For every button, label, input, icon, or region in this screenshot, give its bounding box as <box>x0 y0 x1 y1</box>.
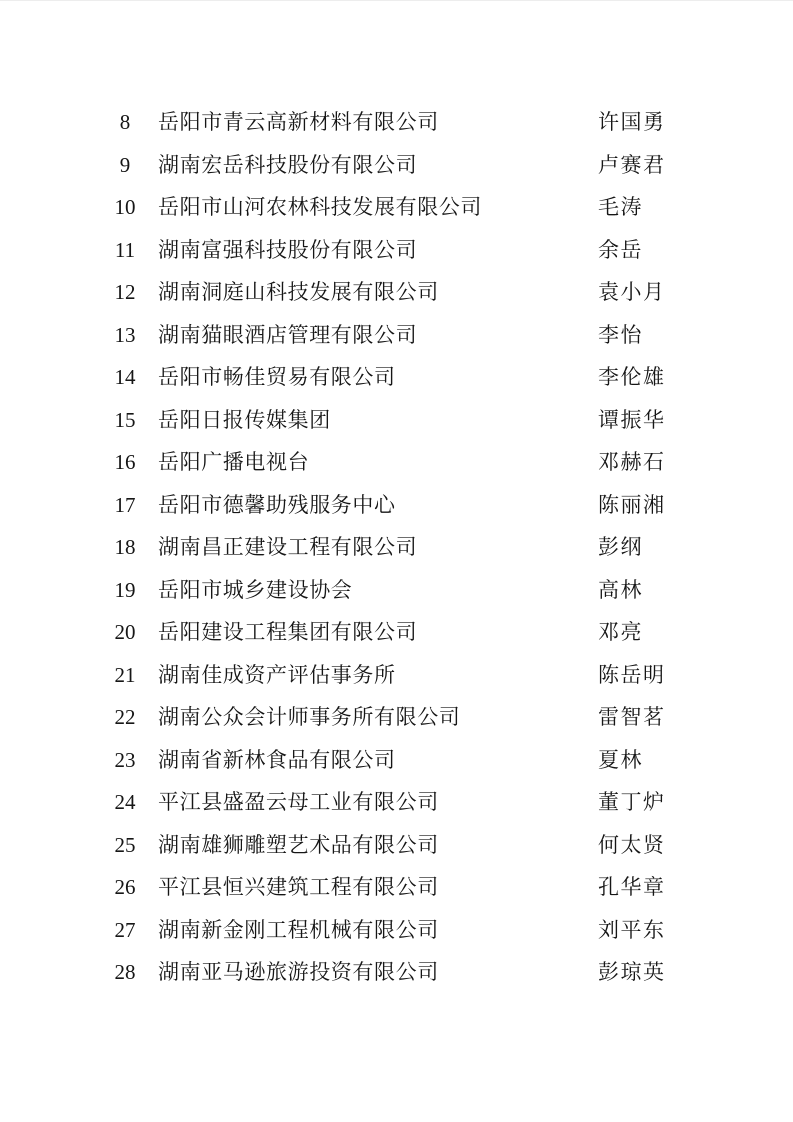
entry-representative-name: 彭琼英 <box>598 960 666 984</box>
list-item <box>0 951 793 994</box>
entry-number: 11 <box>114 237 136 262</box>
list-item <box>0 739 793 782</box>
entry-representative-name: 邓亮 <box>598 620 643 644</box>
entry-company-name: 湖南昌正建设工程有限公司 <box>158 535 418 559</box>
entry-number: 10 <box>114 195 136 219</box>
entry-company-name: 湖南亚马逊旅游投资有限公司 <box>158 960 439 984</box>
entry-representative-name: 许国勇 <box>598 110 666 134</box>
list-item <box>0 441 793 484</box>
entry-representative-name: 袁小月 <box>598 280 666 304</box>
list-item <box>0 356 793 399</box>
entry-representative-name: 李伦雄 <box>598 365 666 389</box>
entry-company-name: 湖南富强科技股份有限公司 <box>158 237 418 262</box>
list-item <box>0 866 793 909</box>
entry-company-name: 湖南公众会计师事务所有限公司 <box>158 705 461 729</box>
entry-company-name: 湖南宏岳科技股份有限公司 <box>158 152 418 177</box>
entry-company-name: 平江县盛盈云母工业有限公司 <box>158 790 439 814</box>
entry-representative-name: 孔华章 <box>598 875 666 899</box>
entry-company-name: 湖南佳成资产评估事务所 <box>158 662 396 687</box>
entry-company-name: 岳阳建设工程集团有限公司 <box>158 620 418 644</box>
entry-representative-name: 余岳 <box>598 237 643 262</box>
entry-number: 22 <box>114 705 136 729</box>
list-item <box>0 909 793 952</box>
list-item <box>0 526 793 569</box>
entry-number: 26 <box>114 875 136 899</box>
entry-company-name: 湖南省新林食品有限公司 <box>158 747 396 772</box>
entry-company-name: 岳阳广播电视台 <box>158 450 310 474</box>
list-item <box>0 186 793 229</box>
list-item <box>0 229 793 272</box>
entry-representative-name: 陈丽湘 <box>598 492 666 517</box>
entry-company-name: 岳阳市山河农林科技发展有限公司 <box>158 195 482 219</box>
list-item <box>0 271 793 314</box>
entry-number: 23 <box>114 747 136 772</box>
entry-representative-name: 陈岳明 <box>598 662 666 687</box>
entry-company-name: 岳阳市青云高新材料有限公司 <box>158 110 439 134</box>
entry-number: 19 <box>114 577 136 602</box>
entry-representative-name: 董丁炉 <box>598 790 666 814</box>
company-representative-list <box>0 101 793 994</box>
entry-number: 25 <box>114 832 136 857</box>
list-item <box>0 781 793 824</box>
entry-number: 14 <box>114 365 136 389</box>
list-item <box>0 611 793 654</box>
entry-number: 21 <box>114 662 136 687</box>
entry-number: 24 <box>114 790 136 814</box>
entry-number: 13 <box>114 322 136 347</box>
entry-representative-name: 高林 <box>598 577 643 602</box>
list-item <box>0 399 793 442</box>
list-item <box>0 314 793 357</box>
entry-number: 12 <box>114 280 136 304</box>
list-item <box>0 569 793 612</box>
entry-representative-name: 刘平东 <box>598 917 666 942</box>
entry-representative-name: 夏林 <box>598 747 643 772</box>
entry-number: 27 <box>114 917 136 942</box>
entry-company-name: 湖南新金刚工程机械有限公司 <box>158 917 439 942</box>
entry-representative-name: 邓赫石 <box>598 450 666 474</box>
entry-representative-name: 李怡 <box>598 322 643 347</box>
list-item <box>0 654 793 697</box>
entry-company-name: 岳阳市畅佳贸易有限公司 <box>158 365 396 389</box>
entry-number: 8 <box>119 110 131 134</box>
entry-number: 28 <box>114 960 136 984</box>
entry-company-name: 湖南猫眼酒店管理有限公司 <box>158 322 418 347</box>
entry-company-name: 岳阳市城乡建设协会 <box>158 577 353 602</box>
list-item <box>0 144 793 187</box>
list-item <box>0 696 793 739</box>
entry-representative-name: 谭振华 <box>598 407 666 432</box>
entry-company-name: 岳阳日报传媒集团 <box>158 407 331 432</box>
list-item <box>0 484 793 527</box>
entry-number: 16 <box>114 450 136 474</box>
entry-number: 17 <box>114 492 136 517</box>
list-item <box>0 101 793 144</box>
entry-number: 15 <box>114 407 136 432</box>
entry-company-name: 湖南洞庭山科技发展有限公司 <box>158 280 439 304</box>
entry-representative-name: 彭纲 <box>598 535 643 559</box>
entry-company-name: 平江县恒兴建筑工程有限公司 <box>158 875 439 899</box>
entry-representative-name: 毛涛 <box>598 195 643 219</box>
entry-number: 20 <box>114 620 136 644</box>
entry-representative-name: 雷智茗 <box>598 705 666 729</box>
entry-number: 9 <box>119 152 131 177</box>
entry-representative-name: 卢赛君 <box>598 152 666 177</box>
entry-number: 18 <box>114 535 136 559</box>
entry-company-name: 湖南雄狮雕塑艺术品有限公司 <box>158 832 439 857</box>
list-item <box>0 824 793 867</box>
entry-representative-name: 何太贤 <box>598 832 666 857</box>
entry-company-name: 岳阳市德馨助残服务中心 <box>158 492 396 517</box>
